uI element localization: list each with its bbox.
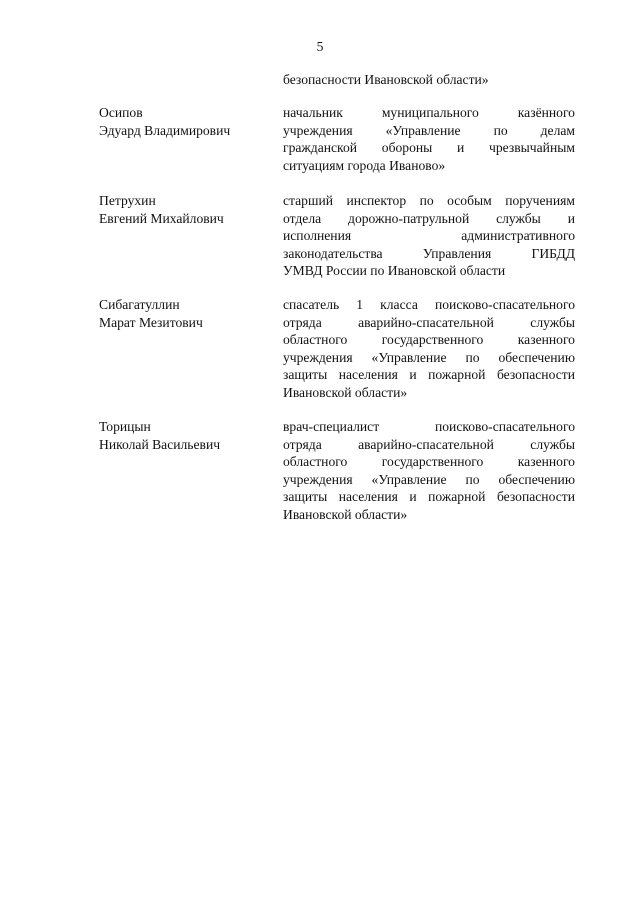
text-word: аварийно-спасательной bbox=[358, 314, 494, 330]
text-word: поручениям bbox=[505, 193, 575, 208]
text-word: по bbox=[465, 349, 480, 365]
text-word: государственного bbox=[381, 332, 484, 348]
text-word: делам bbox=[540, 122, 575, 138]
text-word: учреждения bbox=[283, 471, 353, 487]
member-name bbox=[99, 296, 274, 331]
text-line bbox=[283, 157, 575, 175]
member-surname: Сибагатуллин bbox=[99, 297, 180, 312]
text-word: чрезвычайным bbox=[489, 140, 575, 156]
text-word: УМВД России по Ивановской области bbox=[283, 263, 506, 279]
text-line bbox=[283, 471, 575, 489]
text-word: обеспечению bbox=[498, 349, 575, 365]
text-word: областного bbox=[283, 454, 348, 470]
text-line bbox=[283, 506, 575, 524]
text-word: по bbox=[419, 193, 434, 208]
member-name bbox=[99, 418, 274, 453]
text-word: обороны bbox=[381, 140, 433, 156]
text-word: и bbox=[567, 210, 575, 226]
text-word: начальник bbox=[283, 105, 343, 120]
text-word: службы bbox=[530, 314, 575, 330]
text-line bbox=[283, 71, 575, 89]
member-position bbox=[283, 192, 575, 280]
text-word: защиты bbox=[283, 489, 328, 505]
text-word: отряда bbox=[283, 314, 322, 330]
text-word: безопасности bbox=[496, 489, 575, 505]
text-word: законодательства bbox=[283, 245, 383, 261]
text-line bbox=[283, 349, 575, 367]
text-line bbox=[283, 314, 575, 332]
member-position bbox=[283, 296, 575, 402]
text-word: по bbox=[493, 122, 508, 138]
text-word: Управления bbox=[422, 245, 492, 261]
text-word: государственного bbox=[381, 454, 484, 470]
text-word: службы bbox=[496, 210, 541, 226]
text-word: аварийно-спасательной bbox=[358, 436, 494, 452]
text-word: дорожно-патрульной bbox=[348, 210, 470, 226]
text-line bbox=[283, 245, 575, 263]
text-word: особым bbox=[447, 193, 492, 208]
text-word: и bbox=[457, 140, 465, 156]
text-word: 1 bbox=[356, 297, 364, 312]
member-given-names: Марат Мезитович bbox=[99, 314, 203, 330]
text-word: населения bbox=[338, 489, 398, 505]
text-line bbox=[283, 384, 575, 402]
text-word: старший bbox=[283, 193, 333, 208]
text-word: областного bbox=[283, 332, 348, 348]
text-line bbox=[283, 331, 575, 349]
text-word: казённого bbox=[517, 105, 575, 120]
text-line bbox=[283, 139, 575, 157]
text-word: гражданской bbox=[283, 140, 358, 156]
text-line bbox=[283, 262, 575, 280]
text-word: обеспечению bbox=[498, 471, 575, 487]
text-word: ГИБДД bbox=[531, 245, 575, 261]
text-word: учреждения bbox=[283, 349, 353, 365]
text-word: «Управление bbox=[385, 122, 461, 138]
text-line bbox=[283, 104, 575, 122]
text-word: пожарной bbox=[428, 489, 486, 505]
text-word: учреждения bbox=[283, 122, 353, 138]
member-given-names: Эдуард Владимирович bbox=[99, 122, 231, 138]
member-given-names: Евгений Михайлович bbox=[99, 210, 224, 226]
text-word: спасатель bbox=[283, 297, 340, 312]
text-line bbox=[283, 488, 575, 506]
text-word: службы bbox=[530, 436, 575, 452]
text-line bbox=[283, 436, 575, 454]
text-word: муниципального bbox=[381, 105, 479, 120]
text-word: защиты bbox=[283, 367, 328, 383]
member-name bbox=[99, 192, 274, 227]
text-word: исполнения bbox=[283, 228, 352, 244]
member-given-names: Николай Васильевич bbox=[99, 436, 221, 452]
text-word: отдела bbox=[283, 210, 322, 226]
text-word: безопасности bbox=[496, 367, 575, 383]
member-position bbox=[283, 418, 575, 524]
text-word: пожарной bbox=[428, 367, 486, 383]
member-surname: Петрухин bbox=[99, 193, 156, 208]
text-word: ситуациям города Иваново» bbox=[283, 157, 446, 173]
member-position bbox=[283, 104, 575, 174]
text-word: «Управление bbox=[371, 471, 447, 487]
text-word: населения bbox=[338, 367, 398, 383]
text-word: отряда bbox=[283, 436, 322, 452]
text-word: «Управление bbox=[371, 349, 447, 365]
text-line bbox=[283, 192, 575, 210]
text-word: административного bbox=[461, 228, 575, 244]
page-number: 5 bbox=[316, 39, 324, 54]
text-line bbox=[283, 227, 575, 245]
text-word: и bbox=[409, 367, 417, 383]
text-line bbox=[283, 210, 575, 228]
member-name bbox=[99, 104, 274, 139]
text-word: инспектор bbox=[346, 193, 407, 208]
text-word: поисково-спасательного bbox=[434, 419, 575, 434]
text-word: казенного bbox=[517, 454, 575, 470]
text-word: поисково-спасательного bbox=[434, 297, 575, 312]
text-word: безопасности Ивановской области» bbox=[283, 72, 489, 87]
text-line bbox=[283, 418, 575, 436]
member-surname: Осипов bbox=[99, 105, 143, 120]
text-word: по bbox=[465, 471, 480, 487]
text-word: казенного bbox=[517, 332, 575, 348]
text-word: Ивановской области» bbox=[283, 506, 408, 522]
text-word: врач-специалист bbox=[283, 419, 380, 434]
text-word: класса bbox=[380, 297, 418, 312]
member-surname: Торицын bbox=[99, 419, 151, 434]
text-word: и bbox=[409, 489, 417, 505]
text-word: Ивановской области» bbox=[283, 384, 408, 400]
text-line bbox=[283, 296, 575, 314]
text-line bbox=[283, 366, 575, 384]
continuation-text bbox=[283, 71, 575, 89]
text-line bbox=[283, 122, 575, 140]
text-line bbox=[283, 453, 575, 471]
